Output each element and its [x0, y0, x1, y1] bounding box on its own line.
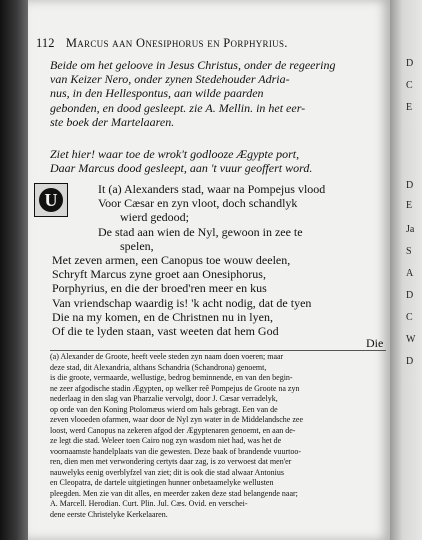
dropcap-letter: U — [39, 188, 63, 212]
facing-page-letter: S — [406, 246, 412, 257]
book-gutter — [0, 0, 28, 540]
catchword: Die — [366, 336, 384, 350]
footnote-line: ren, dien men met verwondering certyts daar zag, is zo verwoest dat men'er — [50, 457, 292, 466]
footnote-line: op orde van den Koning Ptolomæus wierd om hals gebragt. Een van de — [50, 404, 278, 414]
motto-line: Daar Marcus dood gesleept, aan 't vuur geoffert word. — [50, 161, 313, 175]
motto-line: Ziet hier! waar toe de wrok't godlooze Ægypte port, — [50, 147, 300, 161]
footnote-line: (a) Alexander de Groote, heeft veele steden zyn naam doen voeren; maar — [50, 352, 284, 361]
footnote-line: dene eerste Christelyke Kerkelaaren. — [50, 509, 168, 519]
verse-line: spelen, — [120, 238, 154, 253]
footnote-line: ze legt die stad. Weleer toen Cairo nog zyn wasdom niet had, was het de — [50, 436, 282, 445]
verse-line: Schryft Marcus zyne groet aan Onesiphorus, — [52, 267, 266, 282]
footnote-line: deze stad, dit Alexandria, althans Schandria (Schandrona) genoemt, — [50, 362, 267, 372]
verse-line: Die na my komen, en de Christnen nu in lyen, — [52, 309, 273, 324]
footnote-line: en Cleopatra, de dartele uitgietingen hunner onbetaamelyke wellusten — [50, 478, 274, 487]
book-page — [28, 0, 390, 540]
page-number: 112 — [36, 36, 55, 50]
facing-page-letter: D — [406, 290, 414, 301]
facing-page-letter: E — [406, 200, 413, 211]
footnote-line: pleegden. Men zie van dit alles, en meerder zaken deze stad belangende naar; — [50, 488, 298, 498]
facing-page-edge — [390, 0, 422, 540]
verse-line: Met zeven armen, een Canopus toe wouw deelen, — [52, 253, 291, 268]
intro-line: van Keizer Nero, onder zynen Stedehouder Adria- — [50, 72, 290, 87]
facing-page-letter: D — [406, 356, 414, 367]
verse-line: Voor Cæsar en zyn vloot, doch schandlyk — [98, 196, 298, 211]
running-header — [36, 36, 386, 52]
verse-line: Porphyrius, en die der broed'ren meer en kus — [52, 281, 267, 296]
intro-line: nus, in den Hellespontus, aan wilde paarden — [50, 86, 264, 101]
verse-body — [52, 182, 392, 338]
footnote — [50, 352, 390, 520]
facing-page-letter: Ja — [406, 224, 415, 235]
footnote-line: A. Marcell. Herodian. Curt. Plin. Jul. Cæs. Ovid. en verschei- — [50, 499, 248, 508]
facing-page-letter: W — [406, 334, 416, 345]
footnote-line: nauwelyks eenig overblyfzel van ziet; dit is ook die stad alwaar Antonius — [50, 467, 284, 477]
footnote-line: voornaamste handelplaats van die gewesten. Deze baak of brandende vuurtoo- — [50, 446, 302, 456]
intro-paragraph — [50, 58, 386, 129]
motto — [50, 147, 386, 175]
facing-page-letter: C — [406, 312, 413, 323]
verse-line: De stad aan wien de Nyl, gewoon in zee te — [98, 224, 303, 239]
footnote-line: is die groote, vermaarde, wellustige, bedrog beminnende, en van den begin- — [50, 373, 293, 382]
intro-line: gebonden, en dood gesleept. zie A. Mellin. in het eer- — [50, 100, 306, 115]
running-title: Marcus aan Onesiphorus en Porphyrius. — [65, 36, 288, 50]
footnote-line: loost, werd Canopus na zekeren afgod der Ægyptenaren genoemt, en aan de- — [50, 425, 296, 435]
facing-page-letter: D — [406, 58, 414, 69]
verse-line: Of die te lyden staan, vast weeten dat hem God — [52, 324, 279, 339]
footnote-rule — [50, 350, 386, 351]
footnote-line: zeven vlooeden ofarmen, waar door de Nyl zyn water in de Middelandsche zee — [50, 415, 304, 424]
verse-line: Van vriendschap waardig is! 'k acht nodig, dat de tyen — [52, 295, 312, 310]
facing-page-letter: D — [406, 180, 414, 191]
facing-page-letter: C — [406, 80, 413, 91]
intro-line: ste boek der Martelaaren. — [50, 114, 175, 129]
footnote-line: ne zeer afgodische stadin Ægypten, op welker reê Pompejus de Groote na zyn — [50, 383, 300, 393]
intro-line: Beide om het geloove in Jesus Christus, onder de regeering — [50, 58, 336, 72]
verse-line: wierd gedood; — [120, 210, 189, 225]
facing-page-letter: A — [406, 268, 414, 279]
verse-line: It (a) Alexanders stad, waar na Pompejus vlood — [98, 182, 326, 196]
ornamental-dropcap — [34, 183, 68, 217]
facing-page-letter: E — [406, 102, 413, 113]
footnote-line: nederlaag in den slag van Pharzalie vervolgt, door J. Cæsar verradelyk, — [50, 394, 278, 403]
